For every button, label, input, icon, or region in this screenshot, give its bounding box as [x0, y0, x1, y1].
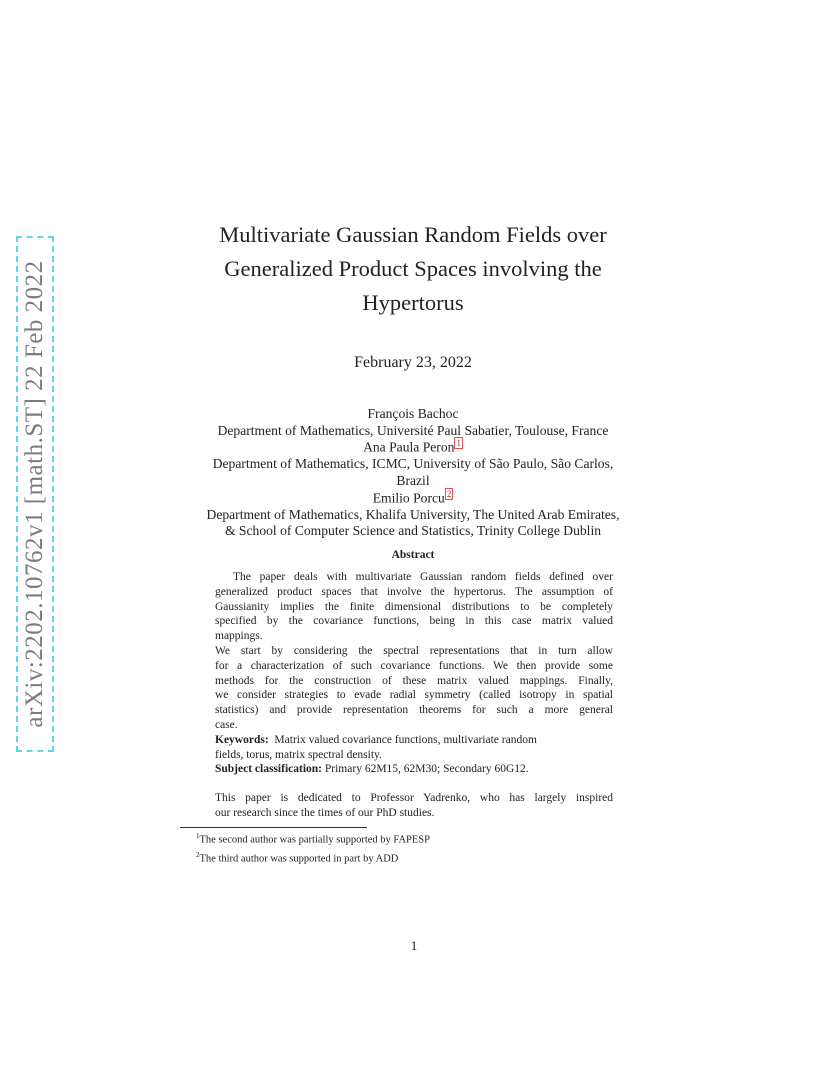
abstract-line: generalized product spaces that involve the hypertorus. The assumption of — [215, 585, 613, 598]
abstract-line: methods for the construction of these matrix valued mappings. Finally, — [215, 674, 613, 687]
spacer — [215, 777, 613, 791]
author-affiliation: Department of Mathematics, Université Paul Sabatier, Toulouse, France — [217, 422, 609, 438]
author-line — [150, 490, 676, 507]
subject-label: Subject classification: — [215, 763, 323, 776]
paper-date: February 23, 2022 — [354, 354, 472, 371]
subject-text: Primary 62M15, 62M30; Secondary 60G12. — [324, 763, 529, 776]
abstract-line: case. — [215, 718, 238, 731]
author-line — [150, 439, 676, 456]
page-number: 1 — [410, 938, 418, 953]
abstract-line: We start by considering the spectral representations that in turn allow — [215, 644, 613, 657]
author-name: Emilio Porcu — [372, 490, 445, 506]
arxiv-stamp-box — [16, 236, 54, 752]
abstract-line: mappings. — [215, 630, 263, 643]
abstract-heading: Abstract — [391, 549, 435, 561]
abstract-body — [215, 570, 613, 821]
author-affiliation: Brazil — [396, 472, 430, 488]
title-line: Multivariate Gaussian Random Fields over — [219, 222, 607, 247]
title-line: Hypertorus — [362, 290, 464, 315]
author-name: François Bachoc — [367, 406, 459, 421]
abstract-line: specified by the covariance functions, being in this case matrix valued — [215, 615, 613, 628]
subject-line — [215, 762, 613, 777]
author-affiliation: Department of Mathematics, Khalifa University, The United Arab Emirates, — [206, 506, 620, 522]
footnote-link[interactable]: 1 — [456, 438, 461, 449]
footnote-text: The second author was partially supported by FAPESP — [199, 834, 430, 846]
footnote-rule — [180, 827, 367, 828]
abstract-line: The paper deals with multivariate Gaussian random fields defined over — [233, 571, 613, 583]
keywords-text: Matrix valued covariance functions, multivariate random — [274, 733, 537, 746]
author-block — [150, 406, 676, 540]
author-affiliation: & School of Computer Science and Statistics, Trinity College Dublin — [224, 523, 602, 539]
arxiv-stamp-text: arXiv:2202.10762v1 [math.ST] 22 Feb 2022 — [21, 260, 48, 728]
keywords-label: Keywords: — [215, 733, 269, 746]
footnote — [196, 848, 616, 867]
abstract-line: Gaussianity implies the finite dimensional distributions to be completely — [215, 600, 613, 613]
footnote — [196, 829, 616, 848]
keywords-text-cont: fields, torus, matrix spectral density. — [215, 748, 382, 761]
footnotes — [196, 829, 616, 866]
author-name: Ana Paula Peron — [363, 439, 455, 455]
footnote-text: The third author was supported in part by ADD — [199, 853, 399, 864]
paper-title — [170, 218, 656, 320]
abstract-line: statistics) and provide representation theorems for such a more general — [215, 704, 613, 717]
footnote-mark: 2 — [196, 850, 200, 859]
abstract-line: we consider strategies to evade radial symmetry (called isotropy in spatial — [215, 689, 613, 702]
footnote-link[interactable]: 2 — [446, 488, 452, 499]
arxiv-stamp — [16, 236, 54, 752]
abstract-line: for a characterization of such covariance functions. We then provide some — [215, 659, 613, 672]
dedication-line: This paper is dedicated to Professor Yadrenko, who has largely inspired — [215, 792, 613, 805]
footnote-mark: 1 — [196, 832, 200, 840]
author-affiliation: Department of Mathematics, ICMC, University of São Paulo, São Carlos, — [212, 456, 614, 472]
title-line: Generalized Product Spaces involving the — [224, 256, 602, 281]
dedication-line: our research since the times of our PhD studies. — [215, 806, 435, 819]
keywords-line — [215, 733, 613, 748]
